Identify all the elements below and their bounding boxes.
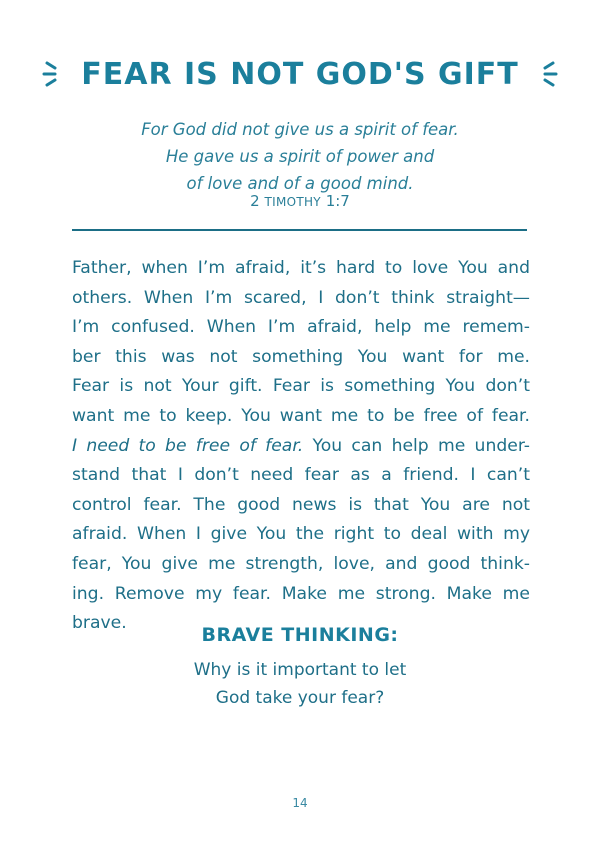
italic-phrase: I need to be free of fear. [72, 435, 304, 456]
left-burst-icon [41, 59, 67, 89]
reference-book: TIMOTHY [264, 195, 321, 209]
prayer-line: brave. [72, 613, 127, 634]
reference-number: 2 [250, 192, 260, 210]
question-line: God take your fear? [215, 688, 385, 708]
scripture-verse [0, 116, 600, 197]
verse-line: He gave us a spirit of power and [165, 147, 435, 166]
page-number: 14 [292, 796, 308, 810]
prayer-line: Father, when I’m afraid, it’s hard to love You and [72, 258, 530, 278]
prayer-line: stand that I don’t need fear as a friend. I can’t [72, 465, 530, 486]
prayer-line: fear, You give me strength, love, and good think- [72, 553, 530, 574]
prayer-line: control fear. The good news is that You are not [72, 494, 530, 515]
brave-thinking-question [0, 656, 600, 712]
divider-line [72, 229, 527, 231]
reference-chapter: 1:7 [325, 192, 350, 210]
title-row [0, 54, 600, 94]
brave-thinking-heading: BRAVE THINKING: [201, 624, 399, 646]
prayer-line-rest: You can help me under- [303, 435, 530, 456]
prayer-line: Fear is not Your gift. Fear is something You don’t [72, 376, 530, 397]
prayer-line: others. When I’m scared, I don’t think straight— [72, 287, 530, 308]
prayer-line: want me to keep. You want me to be free of fear. [72, 405, 530, 426]
right-burst-icon [533, 59, 559, 89]
prayer-line-with-italic [72, 432, 530, 462]
prayer-line: I’m confused. When I’m afraid, help me remem- [72, 317, 530, 338]
prayer-line: afraid. When I give You the right to deal with my [72, 524, 530, 545]
prayer-line: ing. Remove my fear. Make me strong. Make me [72, 583, 530, 604]
verse-line: For God did not give us a spirit of fear. [141, 120, 459, 139]
prayer-text [72, 254, 530, 639]
verse-line: of love and of a good mind. [186, 174, 414, 193]
page-title: FEAR IS NOT GOD'S GIFT [81, 56, 519, 92]
verse-reference [0, 192, 600, 210]
question-line: Why is it important to let [193, 660, 407, 680]
prayer-line: ber this was not something You want for me. [72, 346, 530, 367]
